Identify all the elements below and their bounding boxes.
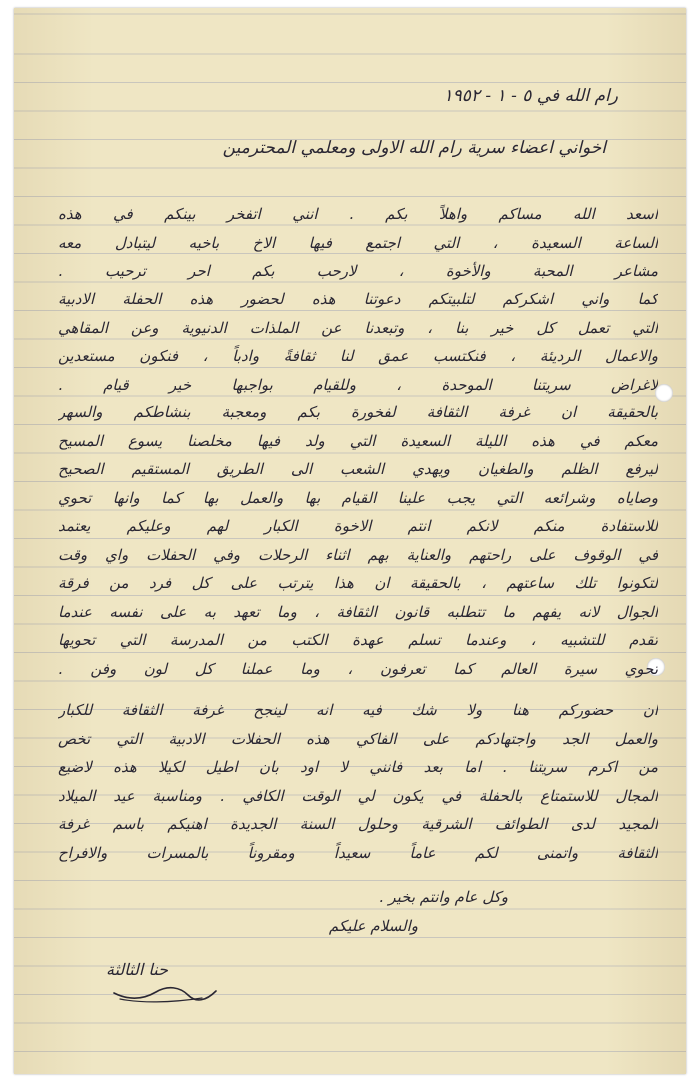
text-line: تحوي سيرة العالم كما تعرفون ، وما عملنا كل لون وفن . (58, 659, 658, 678)
text-line: من اكرم سريتنا . اما بعد فانني لا اود بان اطيل لكيلا هذه لاضيع (58, 758, 658, 776)
text-line: والعمل الجد واجتهادكم على الفاكي هذه الحفلات الادبية التي تخص (58, 729, 658, 748)
text-line: المجال للاستمتاع بالحفلة في يكون لي الوقت الكافي . ومناسبة عيد الميلاد (58, 786, 658, 805)
text-line: ليرفع الظلم والطغيان ويهدي الشعب الى الطريق المستقيم الصحيح (58, 460, 658, 478)
text-line: معكم في هذه الليلة السعيدة التي ولد فيها مخلصنا يسوع المسيح (58, 431, 658, 450)
text-line: لاغراض سريتنا الموحدة ، وللقيام بواجبها خير قيام . (58, 375, 658, 394)
paragraph-1 (58, 200, 658, 286)
letter-closing (58, 883, 658, 940)
letter-sheet (14, 8, 686, 1074)
text-line: اسعد الله مساكم واهلاً بكم . انني اتفخر بينكم في هذه (58, 205, 658, 223)
text-line: والاعمال الرديئة ، فنكتسب عمق لنا ثقافةً وادباً ، فنكون مستعدين (58, 347, 658, 365)
text-line: الجوال لانه يفهم ما تتطلبه قانون الثقافة ، وما تعهد به على نفسه عندما (58, 602, 658, 621)
text-line: المجيد لدى الطوائف الشرقية وحلول السنة الجديدة اهنيكم باسم غرفة (58, 815, 658, 833)
text-line: الساعة السعيدة ، التي اجتمع فيها الاخ باخيه ليتبادل معه (58, 233, 658, 252)
text-line: بالحقيقة ان غرفة الثقافة لفخورة بكم ومعجبة بنشاطكم والسهر (58, 403, 658, 421)
text-line: تقدم للتشبيه ، وعندما تسلم عهدة الكتب من المدرسة التي تحويها (58, 631, 658, 649)
paragraph-2 (58, 285, 658, 399)
signature-name: حنا الثالثة (106, 960, 168, 979)
letter-salutation: اخواني اعضاء سرية رام الله الاولى ومعلمي المحترمين (222, 138, 606, 158)
text-line: للاستفادة منكم لانكم انتم الاخوة الكبار لهم وعليكم يعتمد (58, 517, 658, 535)
letter-date: رام الله في ٥ - ١ - ١٩٥٢ (443, 86, 618, 106)
text-line: كما واني اشكركم لتلبيتكم دعوتنا هذه لحضور هذه الحفلة الادبية (58, 290, 658, 308)
signature-flourish-icon (110, 983, 220, 1005)
paragraph-3 (58, 398, 658, 683)
text-line: لتكونوا تلك ساعتهم ، بالحقيقة ان هذا يترتب على كل فرد من فرقة (58, 574, 658, 592)
text-line: الثقافة واتمنى لكم عاماً سعيداً ومقروناً بالمسرات والافراح (58, 843, 658, 862)
text-line: في الوقوف على راحتهم والعناية بهم اثناء الرحلات وفي الحفلات واي وقت (58, 545, 658, 564)
text-line: التي تعمل كل خير بنا ، وتبعدنا عن الملذات الدنيوية وعن المقاهي (58, 318, 658, 337)
text-line: ان حضوركم هنا ولا شك فيه انه لينجح غرفة الثقافة للكبار (58, 701, 658, 719)
paragraph-4 (58, 696, 658, 867)
closing-line: والسلام عليكم (328, 916, 418, 935)
text-line: وصاياه وشرائعه التي يجب علينا القيام بها والعمل بها كما وانها تحوي (58, 488, 658, 507)
closing-line: وكل عام وانتم بخير . (378, 888, 508, 906)
text-line: مشاعر المحبة والأخوة ، لارحب بكم احر ترحيب . (58, 262, 658, 280)
